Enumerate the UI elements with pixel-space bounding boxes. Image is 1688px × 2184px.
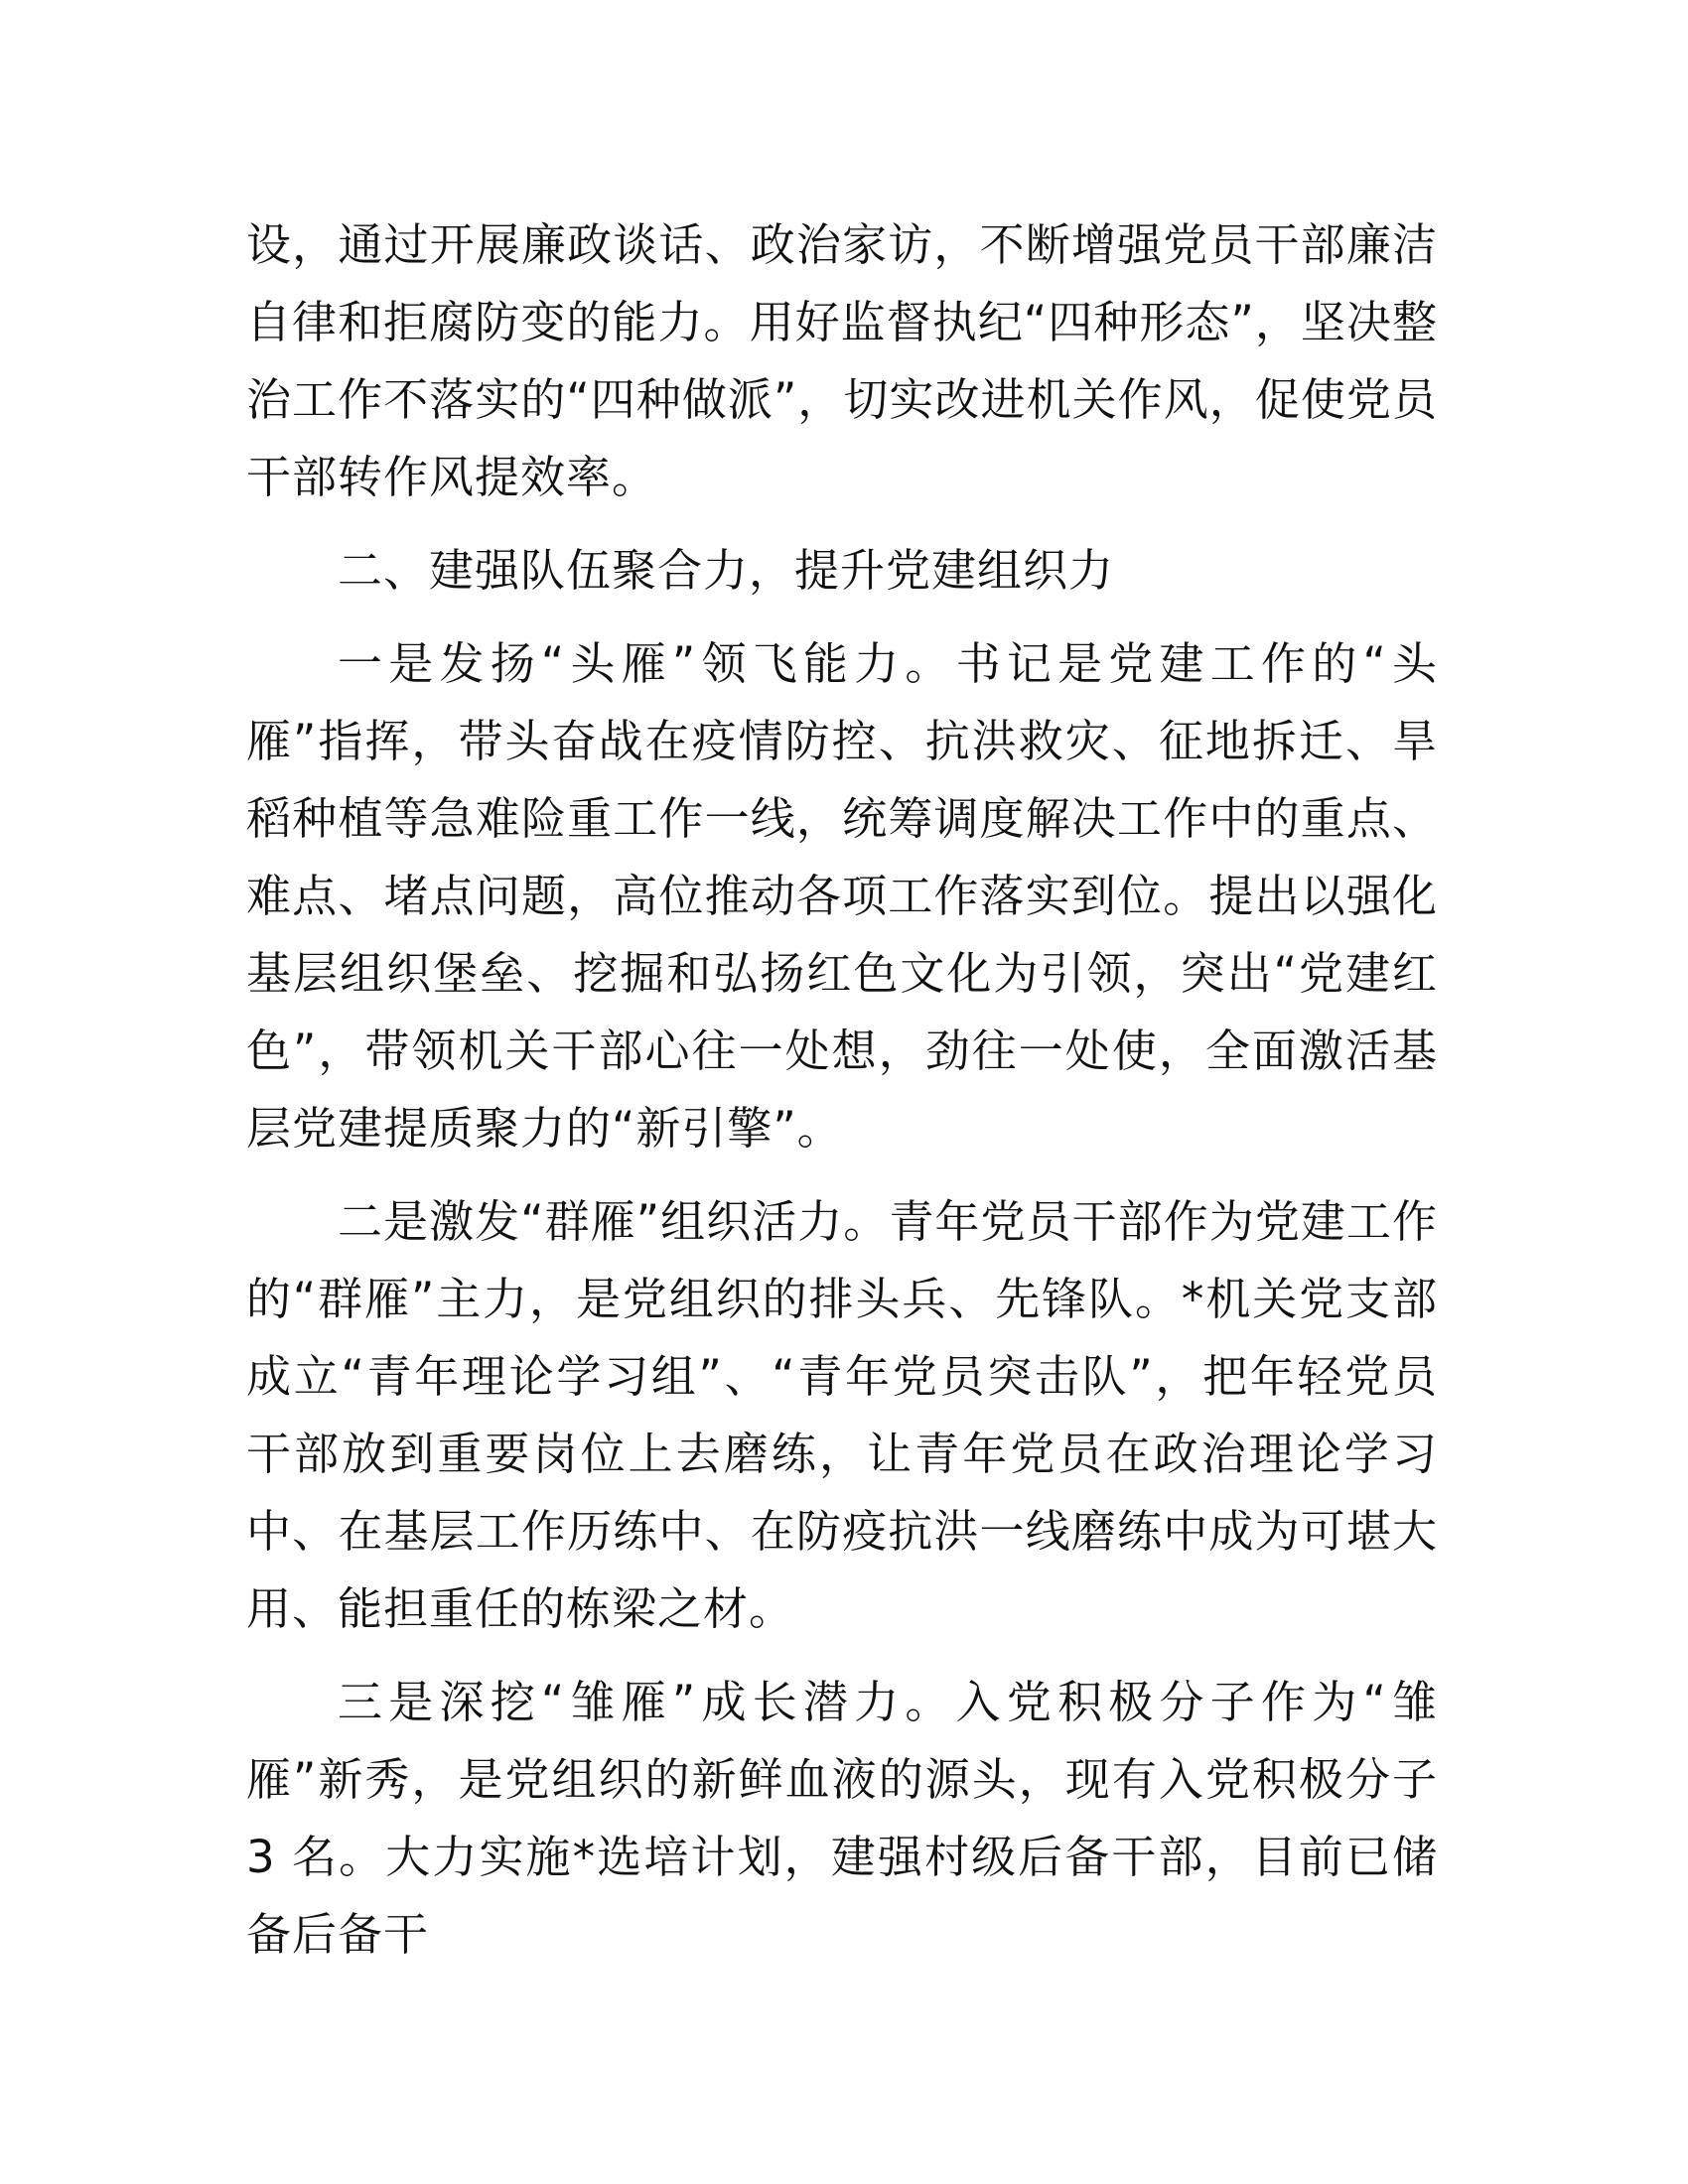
paragraph-continued: 设，通过开展廉政谈话、政治家访，不断增强党员干部廉洁自律和拒腐防变的能力。用好监督执纪“四种形态”，坚决整治工作不落实的“四种做派”，切实改进机关作风，促使党员干部转作风提效率。 [246,218,1438,503]
paragraph-young-goose: 三是深挖“雏雁”成长潜力。入党积极分子作为“雏雁”新秀，是党组织的新鲜血液的源头，现有入党积极分子 3 名。大力实施*选培计划，建强村级后备干部，目前已储备后备干 [246,1676,1438,1961]
paragraph-flock-goose: 二是激发“群雁”组织活力。青年党员干部作为党建工作的“群雁”主力，是党组织的排头兵、先锋队。*机关党支部成立“青年理论学习组”、“青年党员突击队”，把年轻党员干部放到重要岗位上去磨练，让青年党员在政治理论学习中、在基层工作历练中、在防疫抗洪一线磨练中成为可堪大用、能担重任的栋梁之材。 [246,1195,1438,1635]
section-heading: 二、建强队伍聚合力，提升党建组织力 [338,544,1115,597]
paragraph-lead-goose: 一是发扬“头雁”领飞能力。书记是党建工作的“头雁”指挥，带头奋战在疫情防控、抗洪救灾、征地拆迁、旱稻种植等急难险重工作一线，统筹调度解决工作中的重点、难点、堵点问题，高位推动各项工作落实到位。提出以强化基层组织堡垒、挖掘和弘扬红色文化为引领，突出“党建红色”，带领机关干部心往一处想，劲往一处使，全面激活基层党建提质聚力的“新引擎”。 [246,637,1438,1155]
document-body [246,206,1438,1974]
